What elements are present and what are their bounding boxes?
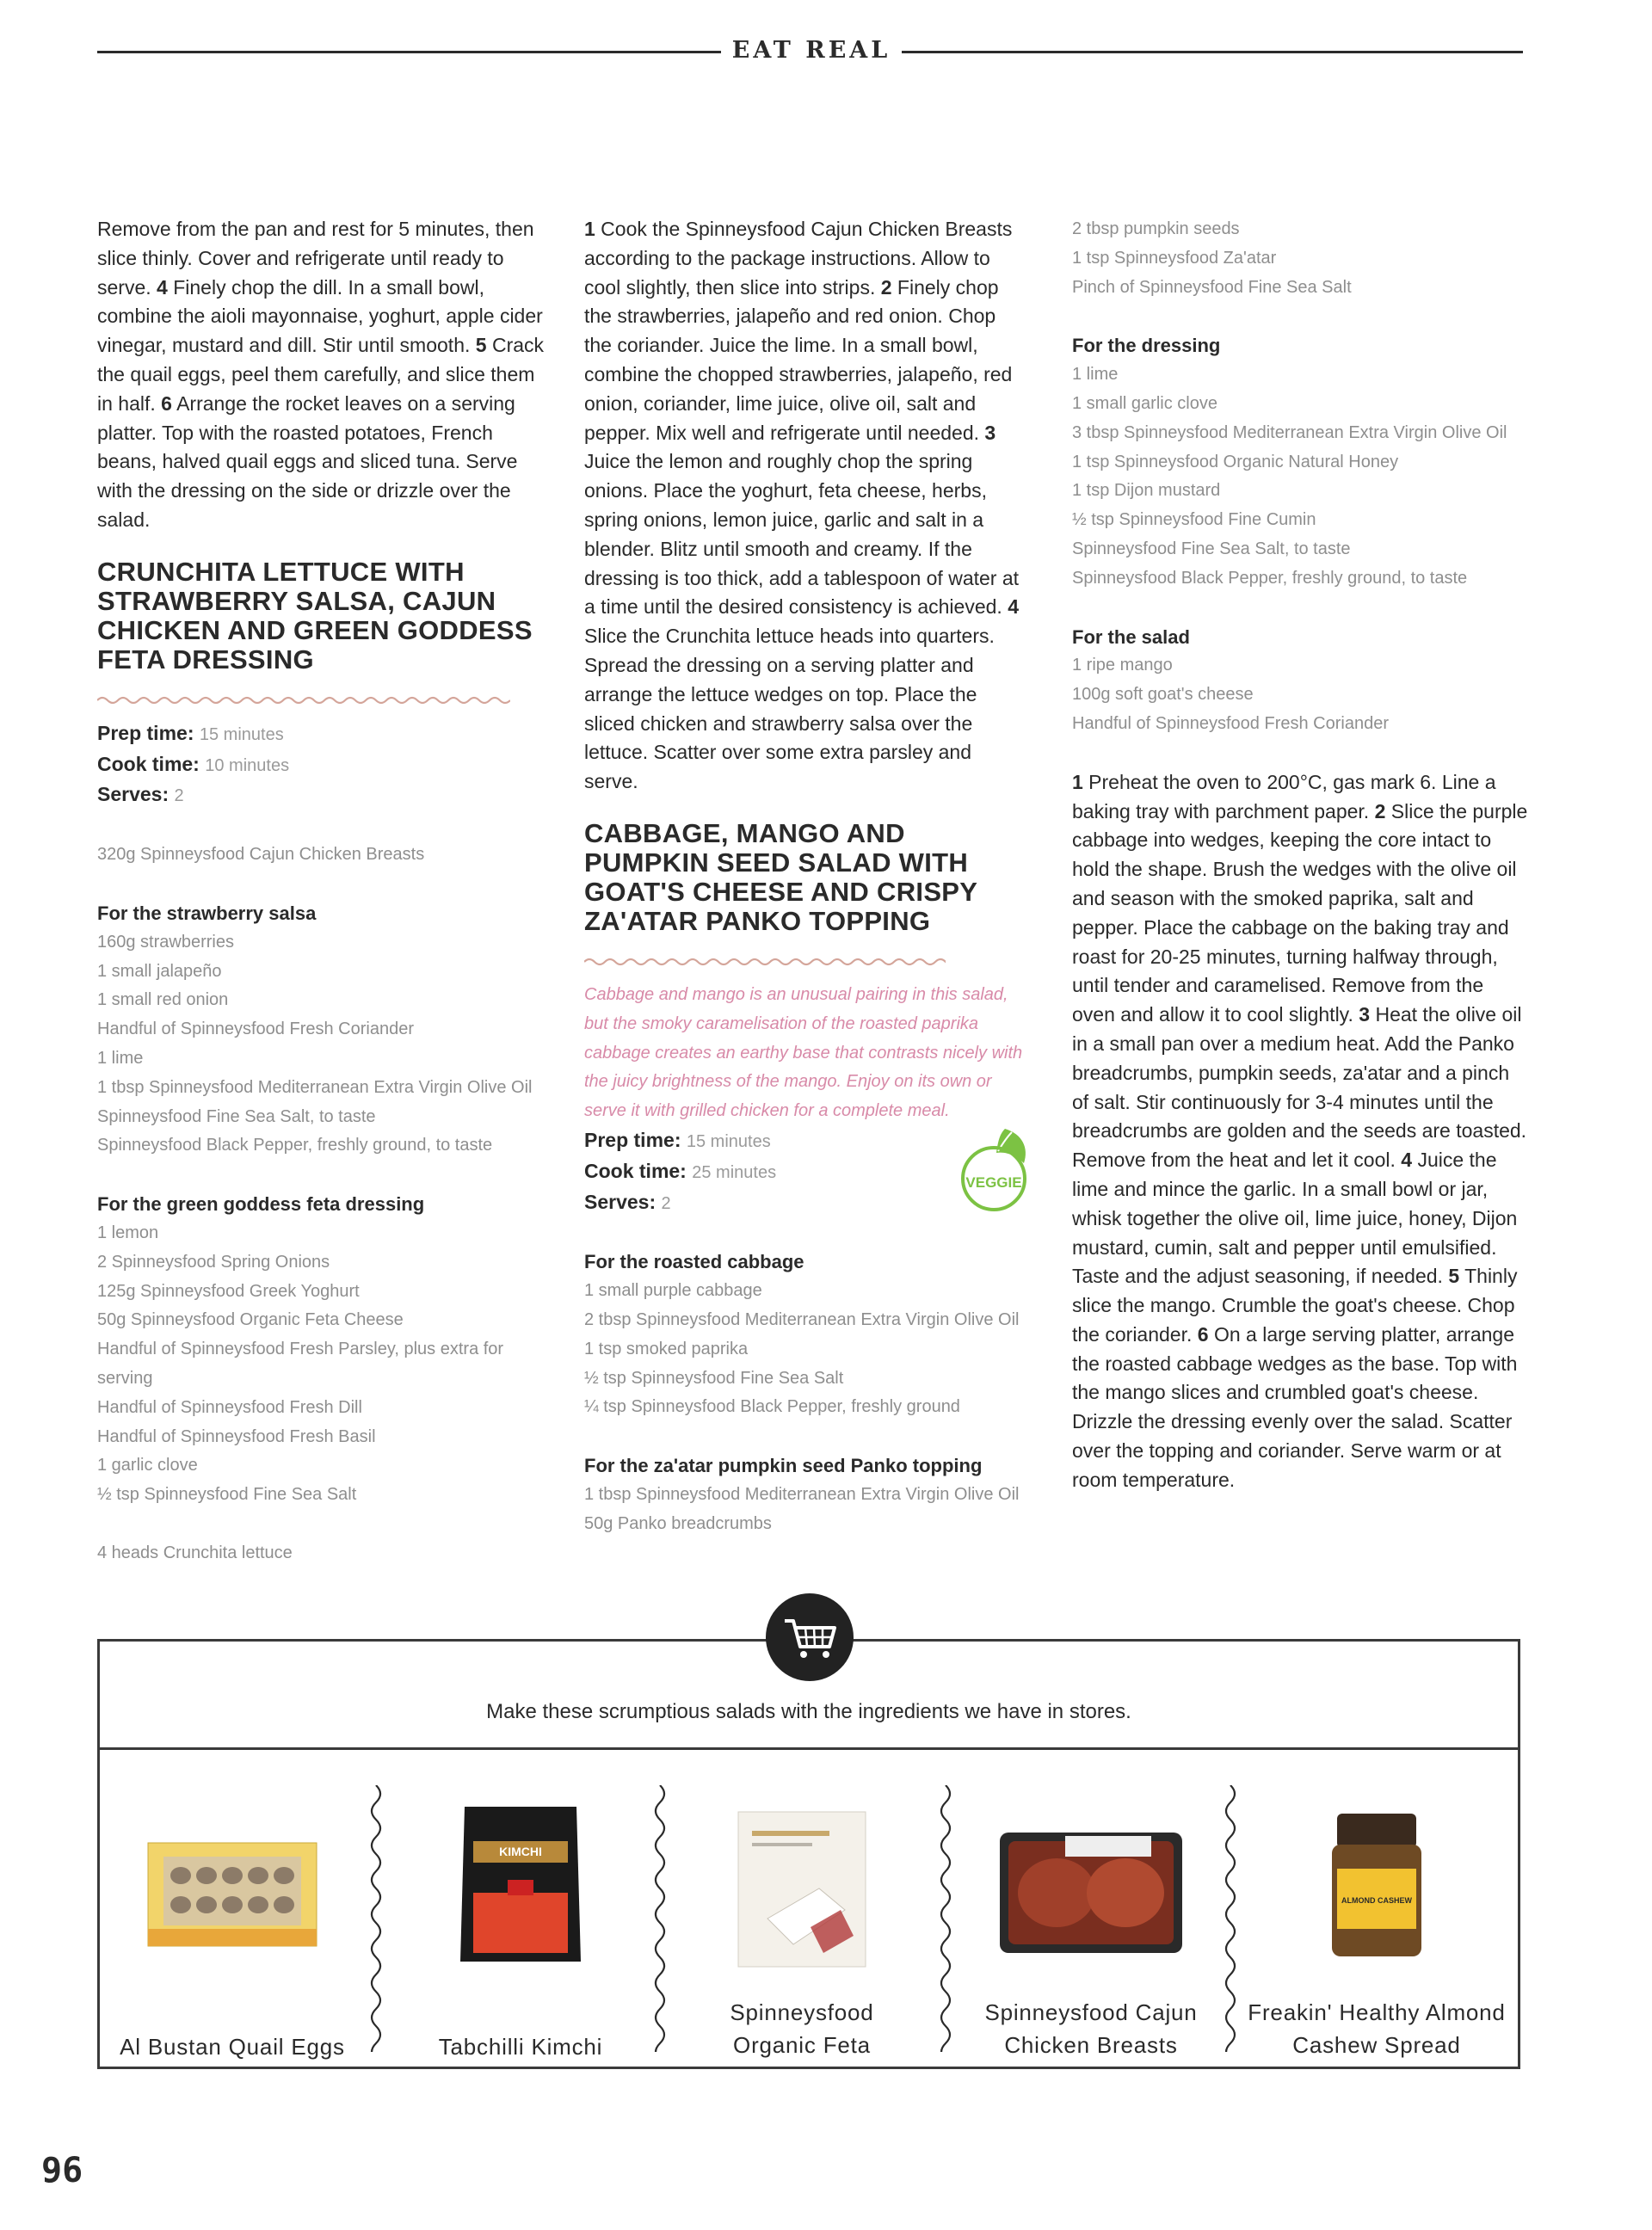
product-name-line1: Freakin' Healthy Almond — [1248, 1999, 1506, 2025]
product-name-line1: Spinneysfood — [730, 1999, 874, 2025]
cajun-chicken-pack-image — [996, 1824, 1186, 1962]
ingredient-item: 1 small jalapeño — [97, 961, 222, 981]
step-number: 5 — [1448, 1265, 1460, 1288]
method-text-end: Remove from the pan and rest for 5 minutes, then slice thinly. Cover and refrigerate until ready to serve. 4 Finely chop the dill. In a small bowl, combine the aioli mayonnaise, yoghurt, apple cider vinegar, mustard and dill. Stir until smooth. 5 Crack the quail eggs, peel them carefully, and slice them in half. 6 Arrange the rocket leaves on a serving platter. Top with the roasted potatoes, French beans, halved quail eggs and sliced tuna. Serve with the dressing on the side or drizzle over the salad. — [97, 218, 545, 531]
step-number: 5 — [475, 334, 487, 357]
wave-divider — [584, 955, 946, 969]
ingredient-item: 50g Spinneysfood Organic Feta Cheese — [97, 1310, 404, 1330]
product-name-line2: Organic Feta — [733, 2032, 871, 2058]
ingredient-item: ¼ tsp Spinneysfood Black Pepper, freshly ground — [584, 1397, 960, 1417]
ingredient-item: 2 tbsp Spinneysfood Mediterranean Extra Virgin Olive Oil — [584, 1309, 1020, 1329]
step-number: 1 — [584, 218, 595, 240]
ingredient-item: Handful of Spinneysfood Fresh Parsley, plus extra for serving — [97, 1340, 504, 1388]
step-number: 1 — [1072, 770, 1083, 793]
ingredient-item: 1 tbsp Spinneysfood Mediterranean Extra Virgin Olive Oil — [584, 1484, 1020, 1504]
step-number: 2 — [880, 275, 892, 299]
step-number: 6 — [1197, 1322, 1209, 1346]
feta-pack-image — [733, 1807, 871, 1970]
ingredient-item: Spinneysfood Fine Sea Salt, to taste — [1072, 539, 1351, 558]
kimchi-pack-image — [456, 1798, 585, 1970]
shopping-cart-icon — [766, 1593, 854, 1681]
ingredient-heading-topping: For the za'atar pumpkin seed Panko topping — [584, 1455, 983, 1477]
ingredient-item: Handful of Spinneysfood Fresh Coriander — [97, 1020, 414, 1039]
recipe-title-cabbage: CABBAGE, MANGO AND PUMPKIN SEED SALAD WITH GOAT'S CHEESE AND CRISPY ZA'ATAR PANKO TOPPING — [584, 817, 977, 936]
ingredient-heading-salsa: For the strawberry salsa — [97, 902, 317, 924]
column-3 — [1072, 215, 1528, 1495]
step-number: 3 — [1359, 1003, 1371, 1026]
ingredient-item: 125g Spinneysfood Greek Yoghurt — [97, 1281, 360, 1301]
column-2 — [584, 215, 1027, 1538]
squiggle-separator — [650, 1785, 670, 2052]
squiggle-separator — [366, 1785, 386, 2052]
prep-time: Prep time: 15 minutes — [97, 721, 284, 744]
ingredient-item: 1 small garlic clove — [1072, 393, 1217, 413]
ingredient-heading-dressing: For the dressing — [1072, 335, 1221, 357]
product-name-line1: Spinneysfood Cajun — [984, 1999, 1198, 2025]
ingredient-list-topping-cont — [1072, 215, 1528, 302]
ingredient-item: 1 tsp Spinneysfood Za'atar — [1072, 248, 1277, 268]
ingredient-item: Spinneysfood Black Pepper, freshly ground, to taste — [1072, 568, 1468, 588]
cook-time: Cook time: 25 minutes — [584, 1159, 777, 1182]
ingredient-item: 1 tsp Spinneysfood Organic Natural Honey — [1072, 452, 1399, 471]
ingredient-item: 1 lime — [97, 1048, 144, 1068]
page-number: 96 — [41, 2151, 83, 2190]
product-name: Al Bustan Quail Eggs — [120, 2034, 345, 2060]
product-name-line2: Cashew Spread — [1292, 2032, 1461, 2058]
shop-box-divider — [100, 1747, 1518, 1750]
ingredient-item: 3 tbsp Spinneysfood Mediterranean Extra Virgin Olive Oil — [1072, 422, 1507, 442]
product-feta[interactable] — [664, 1798, 940, 2058]
wave-divider — [97, 693, 510, 707]
step-number: 4 — [1008, 595, 1019, 619]
ingredient-item: ½ tsp Spinneysfood Fine Sea Salt — [97, 1485, 357, 1505]
ingredient-item: 1 tbsp Spinneysfood Mediterranean Extra Virgin Olive Oil — [97, 1077, 533, 1097]
product-name: Tabchilli Kimchi — [438, 2034, 603, 2060]
ingredient-item: Spinneysfood Fine Sea Salt, to taste — [97, 1106, 376, 1126]
ingredient-item: 2 Spinneysfood Spring Onions — [97, 1252, 330, 1272]
ingredient-item: 1 small red onion — [97, 990, 229, 1010]
ingredient-item: Handful of Spinneysfood Fresh Coriander — [1072, 713, 1389, 733]
product-cashew-spread[interactable] — [1239, 1798, 1514, 2058]
ingredient-item: Handful of Spinneysfood Fresh Basil — [97, 1426, 376, 1446]
ingredient-item: 1 tsp smoked paprika — [584, 1339, 749, 1358]
recipe-title-crunchita: CRUNCHITA LETTUCE WITH STRAWBERRY SALSA, CAJUN CHICKEN AND GREEN GODDESS FETA DRESSING — [97, 556, 533, 675]
cashew-spread-jar-image — [1325, 1808, 1428, 1963]
shop-tagline: Make these scrumptious salads with the ingredients we have in stores. — [486, 1700, 1131, 1723]
ingredient-item: ½ tsp Spinneysfood Fine Cumin — [1072, 510, 1316, 530]
section-title: EAT REAL — [731, 37, 891, 64]
last-ingredient: 4 heads Crunchita lettuce — [97, 1543, 293, 1562]
serves: Serves: 2 — [97, 783, 184, 806]
ingredient-item: Pinch of Spinneysfood Fine Sea Salt — [1072, 277, 1352, 297]
ingredient-list-cabbage — [584, 1277, 1027, 1422]
ingredient-item: Spinneysfood Black Pepper, freshly ground, to taste — [97, 1136, 493, 1155]
product-quail-eggs[interactable] — [95, 1798, 370, 2060]
step-number: 3 — [984, 421, 996, 444]
cook-time: Cook time: 10 minutes — [97, 752, 290, 775]
product-kimchi[interactable] — [383, 1798, 658, 2060]
ingredient-item: 100g soft goat's cheese — [1072, 685, 1254, 705]
ingredient-item: 1 tsp Dijon mustard — [1072, 481, 1221, 501]
step-number: 2 — [1374, 799, 1386, 822]
step-number: 6 — [161, 391, 172, 415]
product-name-line2: Chicken Breasts — [1004, 2032, 1178, 2058]
ingredient-item: Handful of Spinneysfood Fresh Dill — [97, 1397, 362, 1417]
ingredient-heading-cabbage: For the roasted cabbage — [584, 1251, 804, 1273]
ingredient-heading-dressing: For the green goddess feta dressing — [97, 1193, 425, 1216]
column-1 — [97, 215, 553, 1568]
main-ingredient: 320g Spinneysfood Cajun Chicken Breasts — [97, 845, 425, 865]
recipe-intro: Cabbage and mango is an unusual pairing in this salad, but the smoky caramelisation of the roasted paprika cabbage creates an earthy base that contrasts nicely with the juicy brightness of the mango. Enjoy on its own or serve it with grilled chicken for a complete meal. — [584, 984, 1023, 1121]
ingredient-item: 2 tbsp pumpkin seeds — [1072, 219, 1240, 238]
squiggle-separator — [935, 1785, 956, 2052]
header-rule-right — [902, 51, 1523, 53]
ingredient-list-dressing — [1072, 360, 1528, 593]
step-number: 4 — [157, 275, 168, 299]
ingredient-item: 160g strawberries — [97, 932, 234, 952]
prep-time: Prep time: 15 minutes — [584, 1128, 771, 1151]
ingredient-list-salad — [1072, 651, 1528, 738]
serves: Serves: 2 — [584, 1190, 671, 1213]
method-text-crunchita: 1 Cook the Spinneysfood Cajun Chicken Breasts according to the package instructions. Allow to cool slightly, then slice into strips. 2 Finely chop the strawberries, jalapeño and red onion. Chop the coriander. Juice the lime. In a small bowl, combine the chopped strawberries, jalapeño, red onion, coriander, lime juice, olive oil, salt and pepper. Mix well and refrigerate until needed. 3 Juice the lemon and roughly chop the spring onions. Place the yoghurt, feta cheese, herbs, spring onions, lemon juice, garlic and salt in a blender. Blitz until smooth and creamy. If the dressing is too thick, add a tablespoon of water at a time until the desired consistency is achieved. 4 Slice the Crunchita lettuce heads into quarters. Spread the dressing on a serving platter and arrange the lettuce wedges on top. Place the sliced chicken and strawberry salsa over the lettuce. Scatter over some extra parsley and serve. — [584, 218, 1020, 793]
product-cajun-chicken[interactable] — [953, 1798, 1229, 2058]
ingredient-item: ½ tsp Spinneysfood Fine Sea Salt — [584, 1368, 844, 1388]
ingredient-item: 1 lemon — [97, 1223, 159, 1242]
ingredient-list-topping — [584, 1481, 1027, 1539]
ingredient-list-dressing — [97, 1219, 553, 1510]
ingredient-item: 1 garlic clove — [97, 1456, 198, 1475]
quail-eggs-image — [146, 1839, 318, 1951]
running-header — [97, 34, 1523, 67]
ingredient-item: 1 lime — [1072, 365, 1119, 385]
step-number: 4 — [1401, 1149, 1413, 1172]
svg-text:ALMOND CASHEW: ALMOND CASHEW — [1341, 1896, 1412, 1905]
ingredient-item: 1 ripe mango — [1072, 656, 1173, 675]
method-text-cabbage: 1 Preheat the oven to 200°C, gas mark 6. Line a baking tray with parchment paper. 2 Slice the purple cabbage into wedges, keeping the core intact to hold the shape. Brush the wedges with the olive oil and season with the smoked paprika, salt and pepper. Place the cabbage on the baking tray and roast for 20-25 minutes, turning halfway through, until tender and caramelised. Remove from the oven and allow it to cool slightly. 3 Heat the olive oil in a small pan over a medium heat. Add the Panko breadcrumbs, pumpkin seeds, za'atar and a pinch of salt. Stir continuously for 3-4 minutes until the breadcrumbs are golden and the seeds are toasted. Remove from the heat and let it cool. 4 Juice the lime and mince the garlic. In a small bowl or jar, whisk together the olive oil, lime juice, honey, Dijon mustard, cumin, salt and pepper until emulsified. Taste and the adjust seasoning, if needed. 5 Thinly slice the mango. Crumble the goat's cheese. Chop the coriander. 6 On a large serving platter, arrange the roasted cabbage wedges as the base. Top with the mango slices and crumbled goat's cheese. Drizzle the dressing evenly over the salad. Scatter over the topping and coriander. Serve warm or at room temperature. — [1072, 770, 1528, 1491]
ingredient-item: 50g Panko breadcrumbs — [584, 1513, 772, 1533]
ingredient-item: 1 small purple cabbage — [584, 1281, 762, 1301]
squiggle-separator — [1220, 1785, 1241, 2052]
veggie-badge-icon — [955, 1125, 1032, 1215]
ingredient-list-salsa — [97, 928, 553, 1161]
ingredient-heading-salad: For the salad — [1072, 625, 1190, 648]
svg-text:VEGGIE: VEGGIE — [965, 1174, 1022, 1191]
header-rule-left — [97, 51, 721, 53]
svg-text:KIMCHI: KIMCHI — [499, 1845, 542, 1858]
